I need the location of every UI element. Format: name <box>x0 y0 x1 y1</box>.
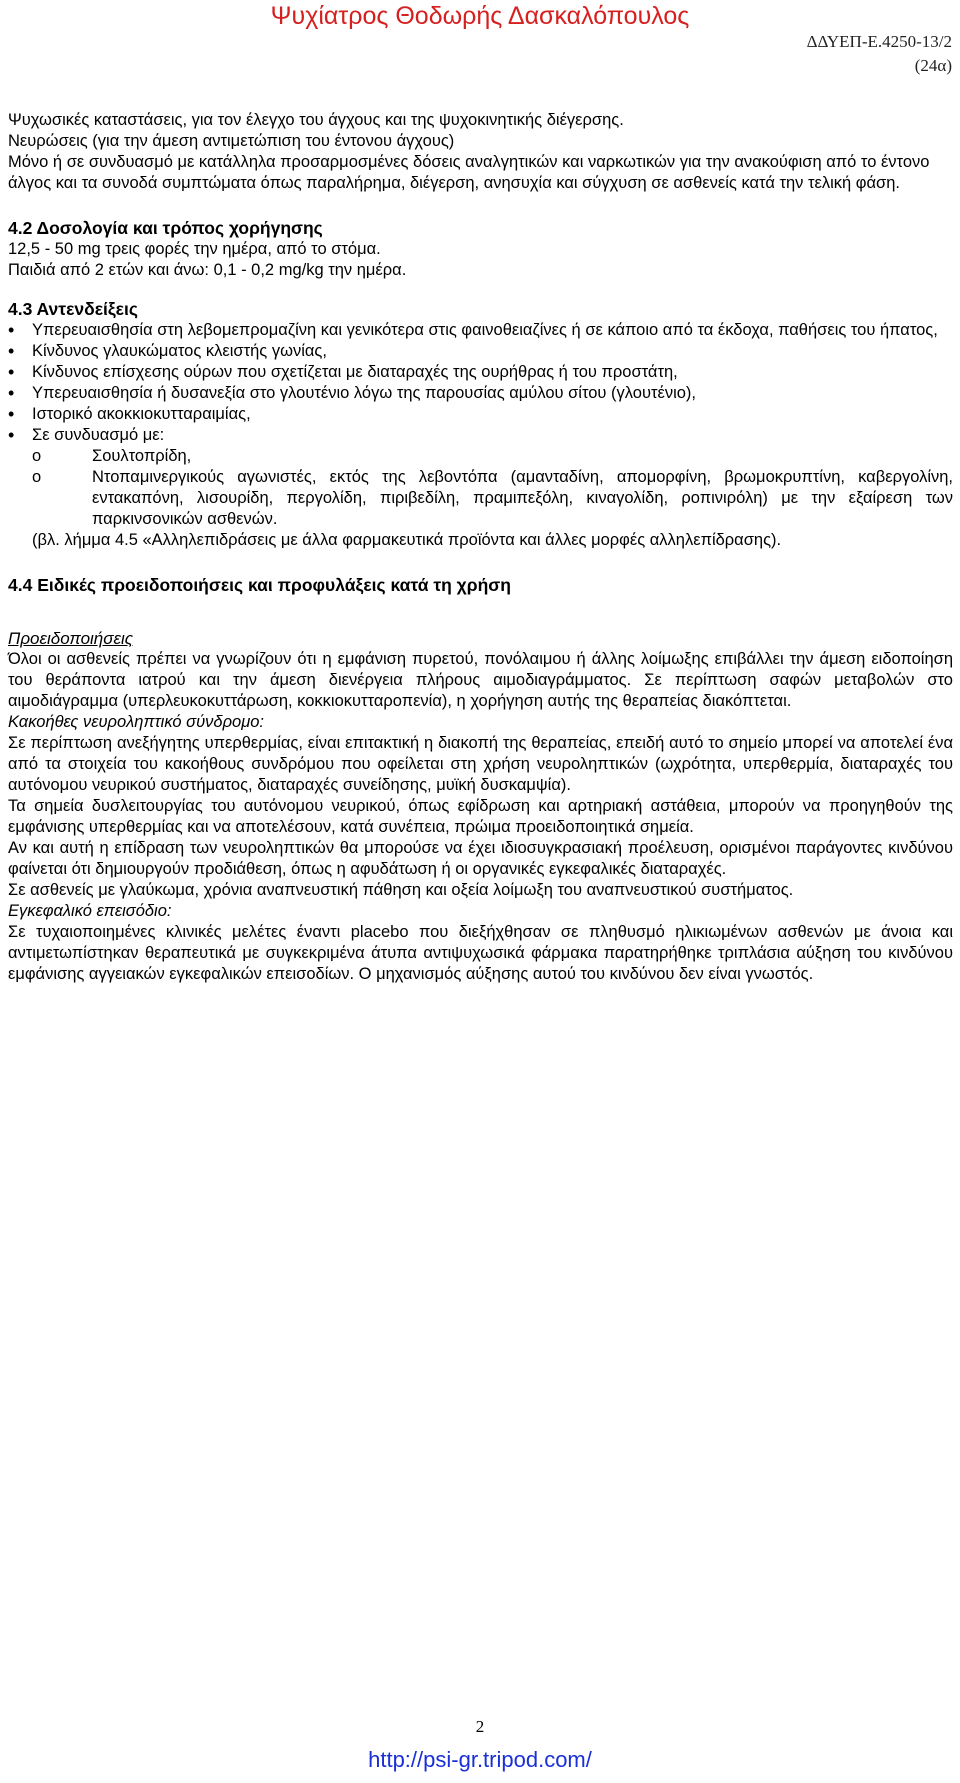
dosage-children: Παιδιά από 2 ετών και άνω: 0,1 - 0,2 mg/kg την ημέρα. <box>8 261 407 279</box>
page-number: 2 <box>475 1717 485 1736</box>
document-subcode: (24α) <box>914 56 952 75</box>
interactions-note: (βλ. λήμμα 4.5 «Αλληλεπιδράσεις με άλλα φαρμακευτικά προϊόντα και άλλες μορφές αλληλεπίδρασης). <box>32 531 782 549</box>
combination-sublist <box>8 446 953 530</box>
contraindications-list <box>8 320 953 446</box>
intro-line-2: Νευρώσεις (για την άμεση αντιμετώπιση του έντονου άγχους) <box>8 132 455 150</box>
stroke-heading: Εγκεφαλικό επεισόδιο: <box>8 902 172 920</box>
list-item: • Υπερευαισθησία στη λεβομεπρομαζίνη και γενικότερα στις φαινοθειαζίνες ή σε κάποιο από τα έκδοχα, παθήσεις του ήπατος, <box>8 320 953 341</box>
section-4-3-heading: 4.3 Αντενδείξεις <box>8 299 138 319</box>
stroke-paragraph: Σε τυχαιοποιημένες κλινικές μελέτες έναντι placebo που διεξήχθησαν σε πληθυσμό ηλικιωμένων ασθενών με άνοια και αντιμετωπίστηκαν θεραπευτικά με συγκεκριμένα άτυπα αντιψυχωσικά φάρμακα παρατηρήθηκε τριπλάσια αύξηση του κινδύνου εμφάνισης αγγειακών εγκεφαλικών επεισοδίων. Ο μηχανισμός αύξησης αυτού του κινδύνου δεν είναι γνωστός. <box>8 923 953 983</box>
list-item: • Κίνδυνος γλαυκώματος κλειστής γωνίας, <box>8 341 953 362</box>
document-body <box>8 110 953 985</box>
intro-paragraph: Μόνο ή σε συνδυασμό με κατάλληλα προσαρμοσμένες δόσεις αναλγητικών και ναρκωτικών για την ανακούφιση από το έντονο άλγος και τα συνοδά συμπτώματα όπως παραλήρημα, διέγερση, ανησυχία και σύγχυση σε ασθενείς κατά την τελική φάση. <box>8 153 930 192</box>
list-item: • Ιστορικό ακοκκιοκυτταραιμίας, <box>8 404 953 425</box>
list-item: • Υπερευαισθησία ή δυσανεξία στο γλουτένιο λόγω της παρουσίας αμύλου σίτου (γλουτένιο), <box>8 383 953 404</box>
sub-bullet-marker: o <box>32 447 42 465</box>
section-4-4-heading: 4.4 Ειδικές προειδοποιήσεις και προφυλάξεις κατά τη χρήση <box>8 575 511 595</box>
section-4-2-heading: 4.2 Δοσολογία και τρόπος χορήγησης <box>8 218 323 238</box>
site-header-title: Ψυχίατρος Θοδωρής Δασκαλόπουλος <box>270 2 690 30</box>
sub-bullet-marker: o <box>32 468 42 486</box>
warnings-paragraph: Όλοι οι ασθενείς πρέπει να γνωρίζουν ότι η εμφάνιση πυρετού, πονόλαιμου ή άλλης λοίμωξης επιβάλλει την άμεση ειδοποίηση του θεράποντα ιατρού και την άμεση διενέργεια πλήρους αιμοδιαγράμματος. Σε περίπτωση σαφών μεταβολών στο αιμοδιάγραμμα (υπερλευκοκυττάρωση, κοκκιοκυτταροπενία), η χορήγηση αυτής της θεραπείας διακόπτεται. <box>8 650 953 710</box>
nms-paragraph-2: Τα σημεία δυσλειτουργίας του αυτόνομου νευρικού, όπως εφίδρωση και αρτηριακή αστάθεια, μπορούν να προηγηθούν της εμφάνισης υπερθερμίας και να αποτελέσουν, κατά συνέπεια, πρώιμα προειδοποιητικά σημεία. <box>8 797 953 836</box>
document-reference <box>807 30 952 78</box>
nms-heading: Κακοήθες νευροληπτικό σύνδρομο: <box>8 713 265 731</box>
nms-paragraph-3: Αν και αυτή η επίδραση των νευροληπτικών θα μπορούσε να έχει ιδιοσυγκρασιακή προέλευση, ορισμένοι παράγοντες κινδύνου φαίνεται ότι δημιουργούν προδιάθεση, όπως η αφυδάτωση ή οι οργανικές εγκεφαλικές διαταραχές. <box>8 839 953 878</box>
nms-paragraph-1: Σε περίπτωση ανεξήγητης υπερθερμίας, είναι επιτακτική η διακοπή της θεραπείας, επειδή αυτό το σημείο μπορεί να αποτελεί ένα από τα στοιχεία του κακοήθους συνδρόμου που οφείλεται στη χρήση νευροληπτικών (ωχρότητα, υπερθερμία, διαταραχές του αυτόνομου νευρικού συστήματος, διαταραχές συνείδησης, μυϊκή δυσκαμψία). <box>8 734 953 794</box>
list-item: • Κίνδυνος επίσχεσης ούρων που σχετίζεται με διαταραχές της ουρήθρας ή του προστάτη, <box>8 362 953 383</box>
dosage-adults: 12,5 - 50 mg τρεις φορές την ημέρα, από το στόμα. <box>8 240 381 258</box>
glaucoma-paragraph: Σε ασθενείς με γλαύκωμα, χρόνια αναπνευστική πάθηση και οξεία λοίμωξη του αναπνευστικού συστήματος. <box>8 881 794 899</box>
sub-list-item: o Σουλτοπρίδη, <box>32 447 192 465</box>
footer-link[interactable]: http://psi-gr.tripod.com/ <box>368 1747 592 1772</box>
sub-list-item: o Ντοπαμινεργικούς αγωνιστές, εκτός της λεβοντόπα (αμανταδίνη, απομορφίνη, βρωμοκρυπτίνη, καβεργολίνη, εντακαπόνη, λισουρίδη, περγολίδη, πιριβεδίλη, πραμιπεξόλη, κιναγολίδη, ροπινιρόλη) με την εξαίρεση των παρκινσονικών ασθενών. <box>32 468 953 528</box>
warnings-heading: Προειδοποιήσεις <box>8 629 134 648</box>
intro-line-1: Ψυχωσικές καταστάσεις, για τον έλεγχο του άγχους και της ψυχοκινητικής διέγερσης. <box>8 111 624 129</box>
list-item: • Σε συνδυασμό με: <box>8 425 953 446</box>
document-code: ΔΔΥΕΠ-Ε.4250-13/2 <box>806 32 952 51</box>
